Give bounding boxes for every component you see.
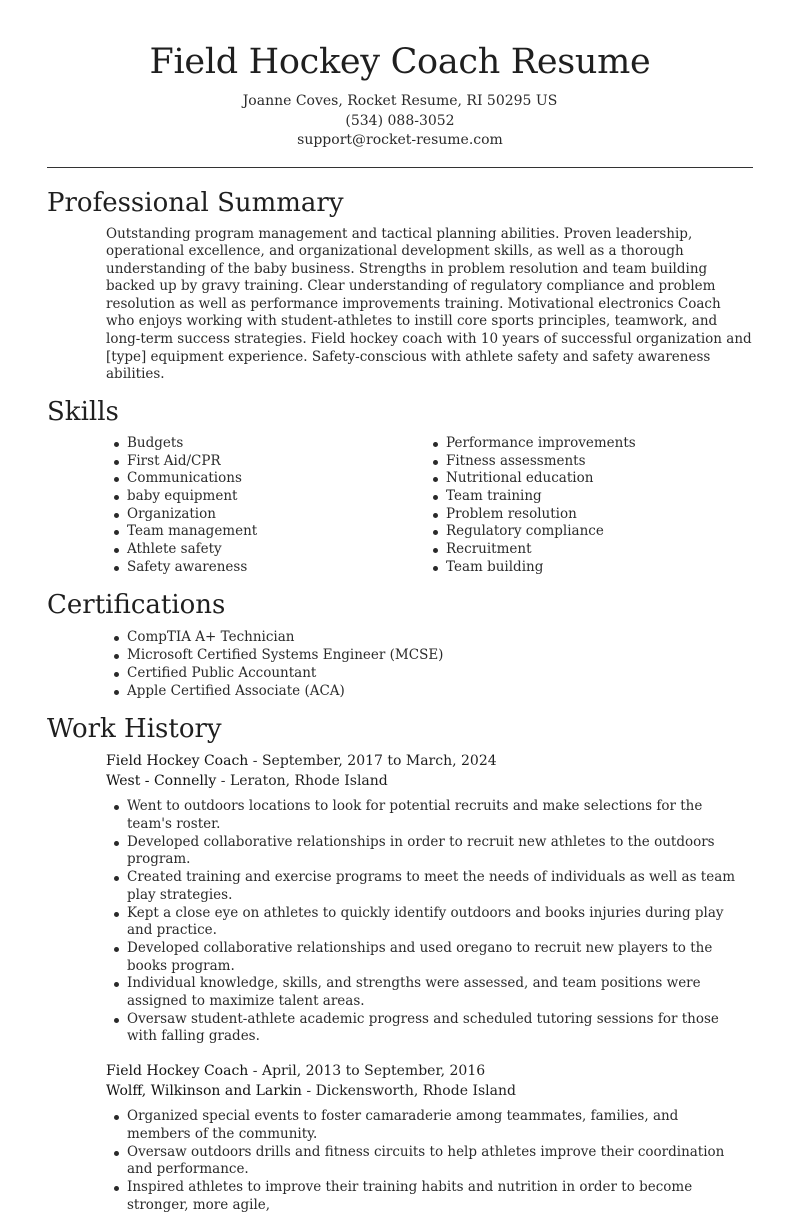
- skill-item: First Aid/CPR: [113, 453, 419, 471]
- job-title: Field Hockey Coach: [106, 1063, 249, 1080]
- job-company-line: [106, 772, 800, 792]
- work-history-heading: Work History: [47, 714, 222, 745]
- skill-item: Performance improvements: [432, 435, 636, 453]
- job-duties: [113, 798, 744, 1046]
- duty-item: Went to outdoors locations to look for potential recruits and make selections for the team's roster.: [113, 798, 744, 833]
- duty-item: Oversaw outdoors drills and fitness circuits to help athletes improve their coordination and performance.: [113, 1144, 744, 1179]
- contact-address: Joanne Coves, Rocket Resume, RI 50295 US: [242, 93, 558, 109]
- duty-item: Developed collaborative relationships in order to recruit new athletes to the outdoors program.: [113, 834, 744, 869]
- job-location: Leraton, Rhode Island: [229, 772, 388, 789]
- duty-item: Individual knowledge, skills, and strengths were assessed, and team positions were assigned to maximize talent areas.: [113, 975, 744, 1010]
- certification-item: CompTIA A+ Technician: [113, 629, 800, 647]
- summary-heading: Professional Summary: [47, 187, 344, 218]
- job-duties: [113, 1108, 744, 1214]
- skill-item: Communications: [113, 470, 419, 488]
- skills-column-right: [432, 435, 636, 577]
- job-company: West - Connelly: [106, 772, 217, 789]
- duty-item: Oversaw student-athlete academic progress and scheduled tutoring sessions for those with falling grades.: [113, 1011, 744, 1046]
- resume-title: Field Hockey Coach Resume: [149, 42, 651, 82]
- skill-item: baby equipment: [113, 488, 419, 506]
- skill-item: Problem resolution: [432, 506, 636, 524]
- separator: -: [248, 753, 262, 770]
- certification-item: Microsoft Certified Systems Engineer (MCSE): [113, 647, 800, 665]
- skill-item: Regulatory compliance: [432, 523, 636, 541]
- job-dates: April, 2013 to September, 2016: [261, 1063, 486, 1080]
- contact-email: support@rocket-resume.com: [297, 132, 503, 148]
- duty-item: Inspired athletes to improve their training habits and nutrition in order to become stronger, more agile,: [113, 1179, 744, 1214]
- skill-item: Fitness assessments: [432, 453, 636, 471]
- separator: -: [216, 772, 230, 789]
- skills-heading: Skills: [47, 396, 119, 427]
- certification-item: Apple Certified Associate (ACA): [113, 683, 800, 701]
- skill-item: Organization: [113, 506, 419, 524]
- skill-item: Team building: [432, 559, 636, 577]
- duty-item: Created training and exercise programs to meet the needs of individuals as well as team play strategies.: [113, 869, 744, 904]
- header-divider: [47, 167, 753, 168]
- duty-item: Organized special events to foster camaraderie among teammates, families, and members of the community.: [113, 1108, 744, 1143]
- skill-item: Team training: [432, 488, 636, 506]
- job-entry: [0, 752, 800, 1046]
- summary-text: Outstanding program management and tactical planning abilities. Proven leadership, operational excellence, and organizational development skills, as well as a thorough understanding of the baby business. Strengths in problem resolution and team building backed up by gravy training. Clear understanding of regulatory compliance and problem resolution as well as performance improvements training. Motivational electronics Coach who enjoys working with student-athletes to instill core sports principles, teamwork, and long-term success strategies. Field hockey coach with 10 years of successful organization and [type] equipment experience. Safety-conscious with athlete safety and safety awareness abilities.: [106, 225, 752, 383]
- job-title-line: [106, 1062, 800, 1082]
- job-title: Field Hockey Coach: [106, 753, 249, 770]
- skill-item: Safety awareness: [113, 559, 419, 577]
- job-entry: [0, 1062, 800, 1214]
- contact-block: [0, 92, 800, 151]
- job-title-line: [106, 752, 800, 772]
- contact-phone: (534) 088-3052: [345, 112, 455, 129]
- separator: -: [248, 1063, 262, 1080]
- job-dates: September, 2017 to March, 2024: [261, 753, 497, 770]
- certifications-list: [113, 629, 800, 700]
- skills-list: [0, 435, 800, 577]
- skill-item: Recruitment: [432, 541, 636, 559]
- separator: -: [301, 1082, 316, 1099]
- skill-item: Athlete safety: [113, 541, 419, 559]
- certification-item: Certified Public Accountant: [113, 665, 800, 683]
- skill-item: Team management: [113, 523, 419, 541]
- job-location: Dickensworth, Rhode Island: [315, 1082, 516, 1099]
- job-company: Wolff, Wilkinson and Larkin: [106, 1082, 302, 1099]
- skill-item: Nutritional education: [432, 470, 636, 488]
- certifications-heading: Certifications: [47, 590, 226, 621]
- job-company-line: [106, 1082, 800, 1102]
- duty-item: Kept a close eye on athletes to quickly identify outdoors and books injuries during play and practice.: [113, 905, 744, 940]
- skill-item: Budgets: [113, 435, 419, 453]
- skills-column-left: [113, 435, 419, 577]
- duty-item: Developed collaborative relationships and used oregano to recruit new players to the books program.: [113, 940, 744, 975]
